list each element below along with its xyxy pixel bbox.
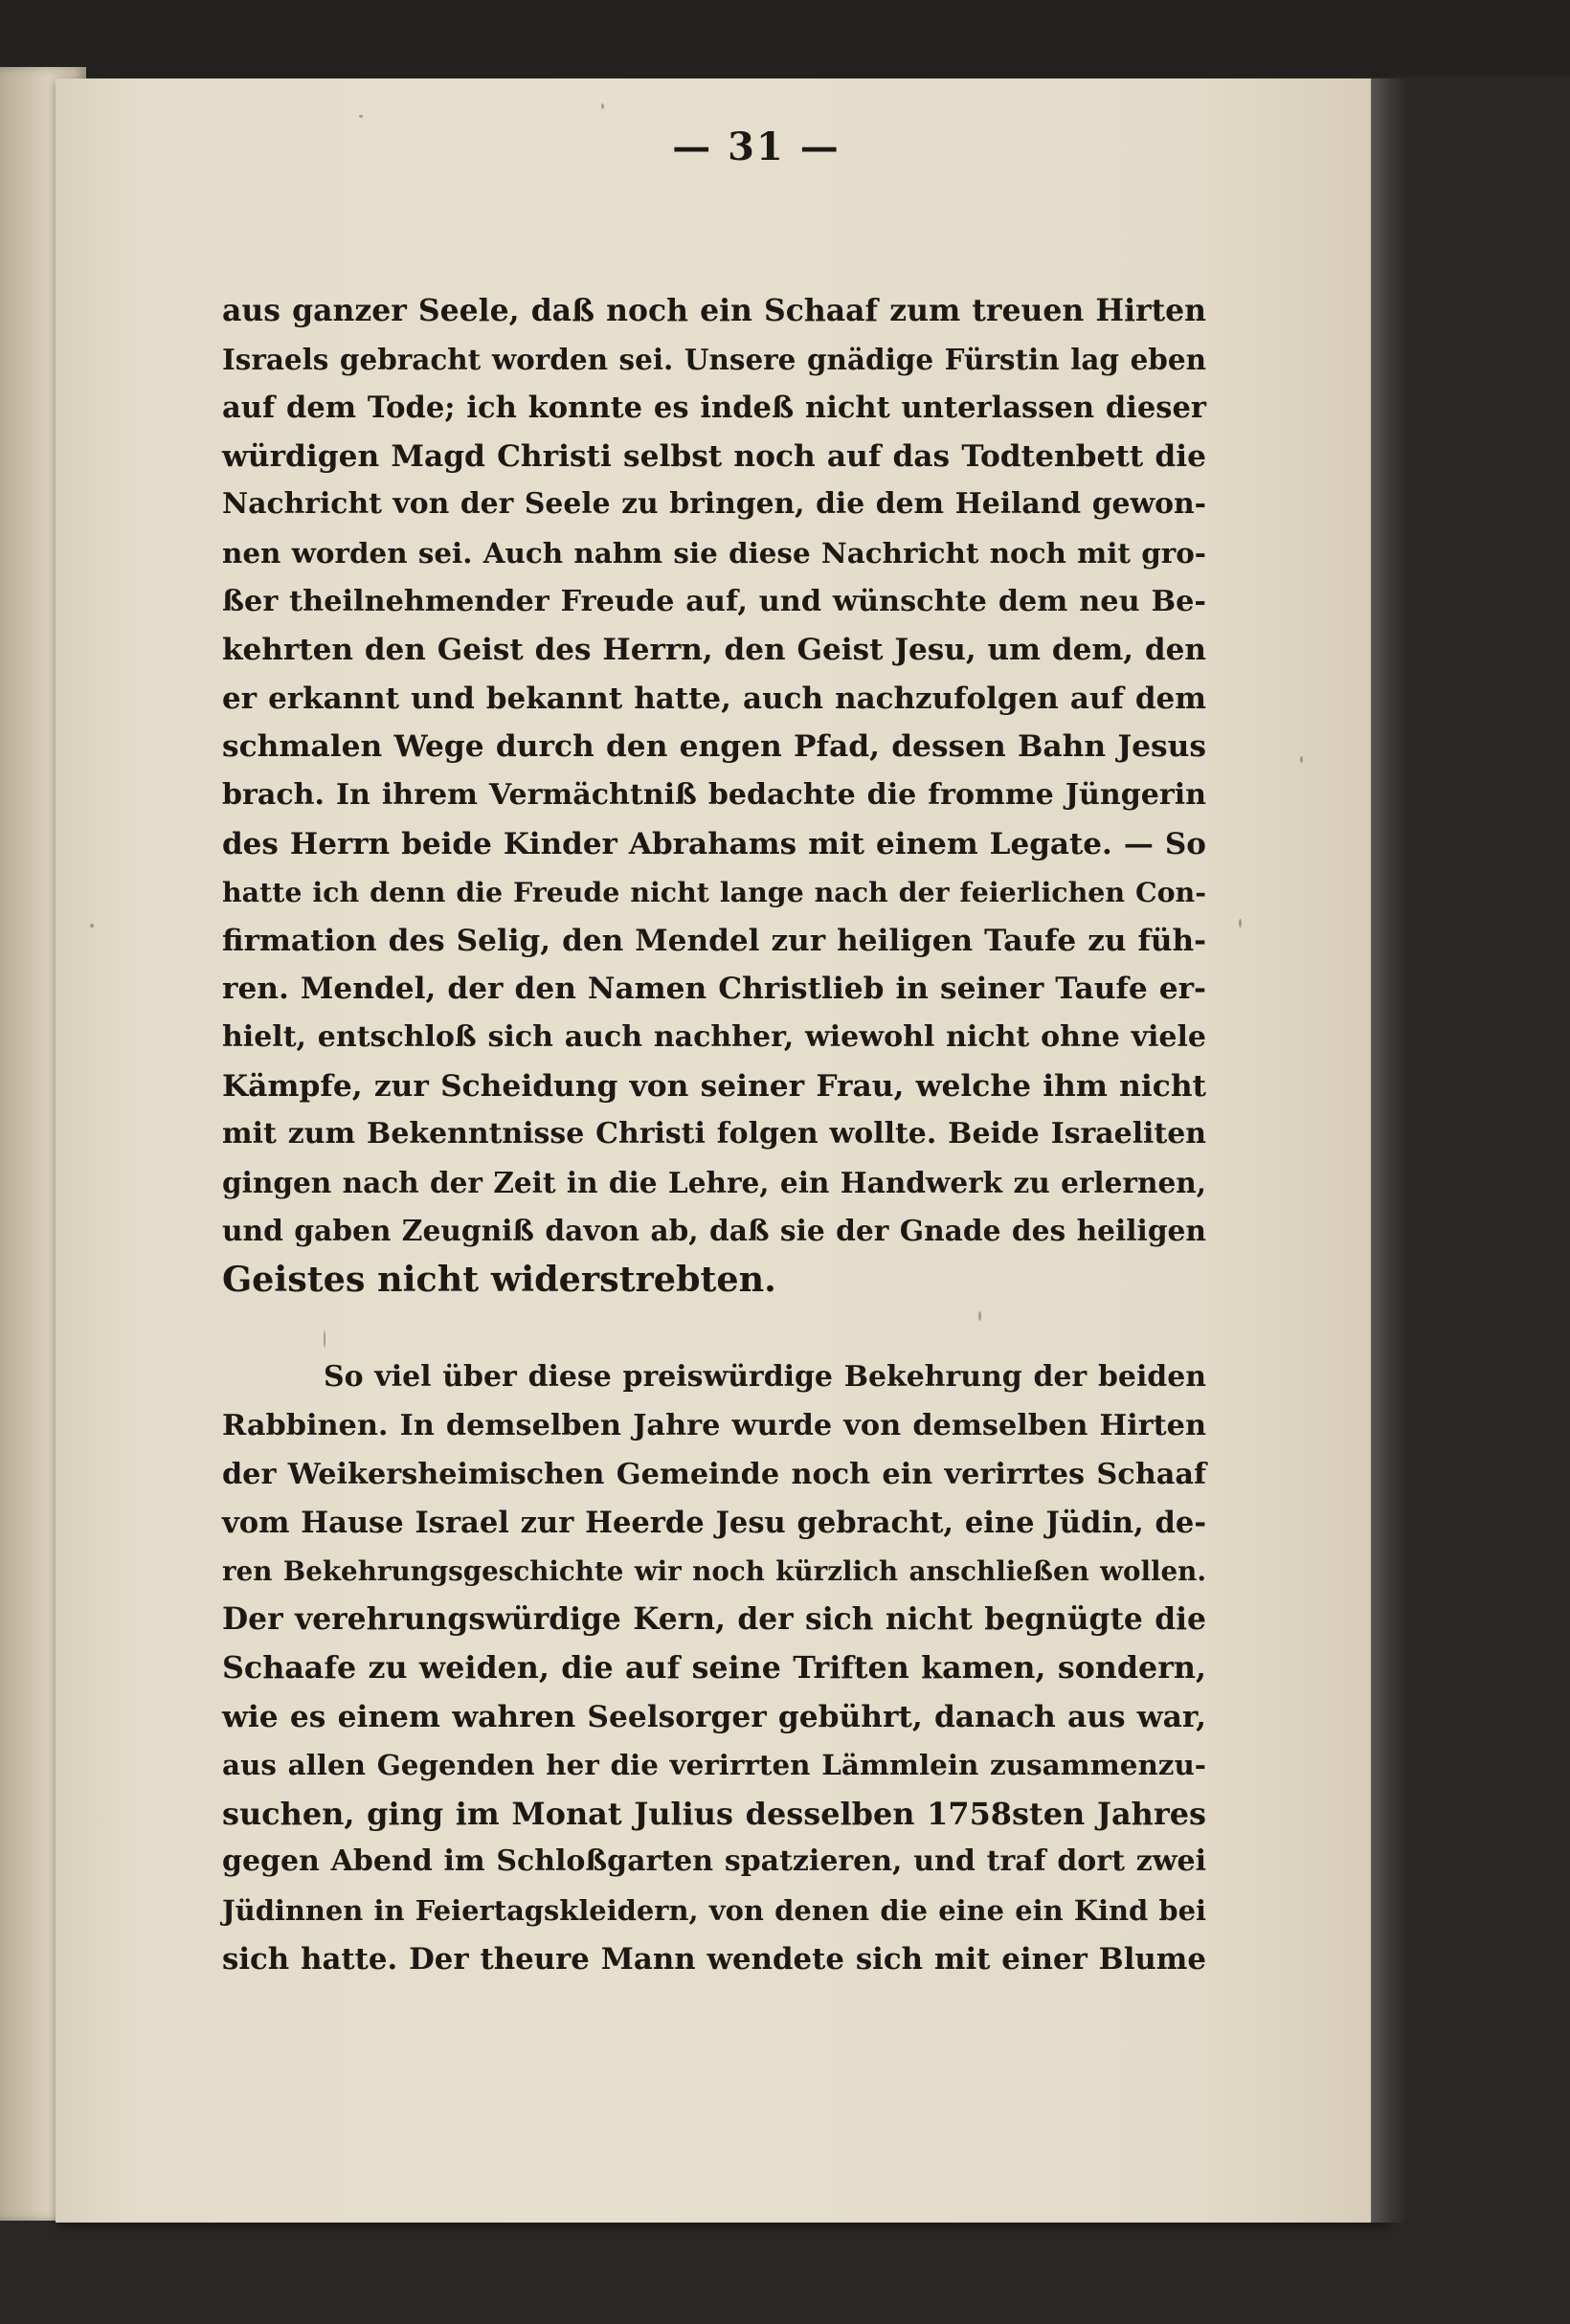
text-line: suchen, ging im Monat Julius desselben 1758sten Jahres — [222, 1795, 1206, 1832]
text-line: mit zum Bekenntnisse Christi folgen wollte. Beide Israeliten — [222, 1117, 1206, 1151]
text-line: Schaafe zu weiden, die auf seine Triften kamen, sondern, — [222, 1650, 1206, 1687]
text-line: brach. In ihrem Vermächtniß bedachte die fromme Jüngerin — [222, 777, 1206, 812]
text-line: nen worden sei. Auch nahm sie diese Nachricht noch mit gro- — [222, 535, 1206, 570]
text-line: hatte ich denn die Freude nicht lange nach der feierlichen Con- — [222, 876, 1206, 909]
text-line: Jüdinnen in Feiertagskleidern, von denen die eine ein Kind bei — [222, 1894, 1206, 1927]
book-cover-edge — [1371, 78, 1405, 2223]
text-line: vom Hause Israel zur Heerde Jesu gebracht, eine Jüdin, de- — [222, 1506, 1206, 1541]
text-line: aus ganzer Seele, daß noch ein Schaaf zum treuen Hirten — [222, 293, 1206, 328]
text-line: kehrten den Geist des Herrn, den Geist Jesu, um dem, den — [222, 633, 1206, 668]
paragraph-gap — [222, 1304, 1206, 1353]
text-line: würdigen Magd Christi selbst noch auf das Todtenbett die — [222, 438, 1206, 474]
text-line: Nachricht von der Seele zu bringen, die dem Heiland gewon- — [222, 487, 1206, 522]
text-line: Israels gebracht worden sei. Unsere gnädige Fürstin lag eben — [222, 342, 1206, 376]
paragraph-1 — [222, 287, 1206, 1304]
text-line: ren Bekehrungsgeschichte wir noch kürzlich anschließen wollen. — [222, 1554, 1206, 1587]
body-text — [222, 287, 1206, 1983]
text-line: des Herrn beide Kinder Abrahams mit einem Legate. — So — [222, 826, 1206, 861]
text-line: gegen Abend im Schloßgarten spatzieren, und traf dort zwei — [222, 1844, 1206, 1879]
text-line: und gaben Zeugniß davon ab, daß sie der Gnade des heiligen — [222, 1214, 1206, 1248]
scan-background — [0, 0, 1570, 77]
text-line: er erkannt und bekannt hatte, auch nachzufolgen auf dem — [222, 681, 1206, 716]
text-line: schmalen Wege durch den engen Pfad, dessen Bahn Jesus — [222, 729, 1206, 765]
paper-speck — [1239, 919, 1242, 927]
text-line: ßer theilnehmender Freude auf, und wünschte dem neu Be- — [222, 584, 1206, 618]
paragraph-2 — [222, 1353, 1206, 1983]
text-line: aus allen Gegenden her die verirrten Lämmlein zusammenzu- — [222, 1748, 1206, 1782]
paper-speck — [1300, 756, 1303, 763]
text-line: So viel über diese preiswürdige Bekehrung der beiden — [324, 1360, 1206, 1395]
text-line: gingen nach der Zeit in die Lehre, ein Handwerk zu erlernen, — [222, 1165, 1206, 1199]
text-line: sich hatte. Der theure Mann wendete sich mit einer Blume — [222, 1941, 1206, 1977]
text-line: der Weikersheimischen Gemeinde noch ein verirrtes Schaaf — [222, 1457, 1206, 1491]
text-line: ren. Mendel, der den Namen Christlieb in seiner Taufe er- — [222, 972, 1206, 1007]
text-line: wie es einem wahren Seelsorger gebührt, danach aus war, — [222, 1699, 1206, 1734]
text-line: Der verehrungswürdige Kern, der sich nicht begnügte die — [222, 1602, 1206, 1638]
paper-speck — [601, 103, 604, 109]
text-line: Kämpfe, zur Scheidung von seiner Frau, welche ihm nicht — [222, 1068, 1206, 1104]
paper-speck — [359, 115, 363, 118]
text-line: hielt, entschloß sich auch nachher, wiewohl nicht ohne viele — [222, 1019, 1206, 1054]
text-line: Rabbinen. In demselben Jahre wurde von demselben Hirten — [222, 1409, 1206, 1443]
text-line: firmation des Selig, den Mendel zur heiligen Taufe zu füh- — [222, 923, 1206, 958]
paper-speck — [90, 924, 94, 927]
page-number: — 31 — — [672, 124, 841, 169]
text-line: auf dem Tode; ich konnte es indeß nicht unterlassen dieser — [222, 391, 1206, 426]
text-line: Geistes nicht widerstrebten. — [222, 1258, 776, 1300]
